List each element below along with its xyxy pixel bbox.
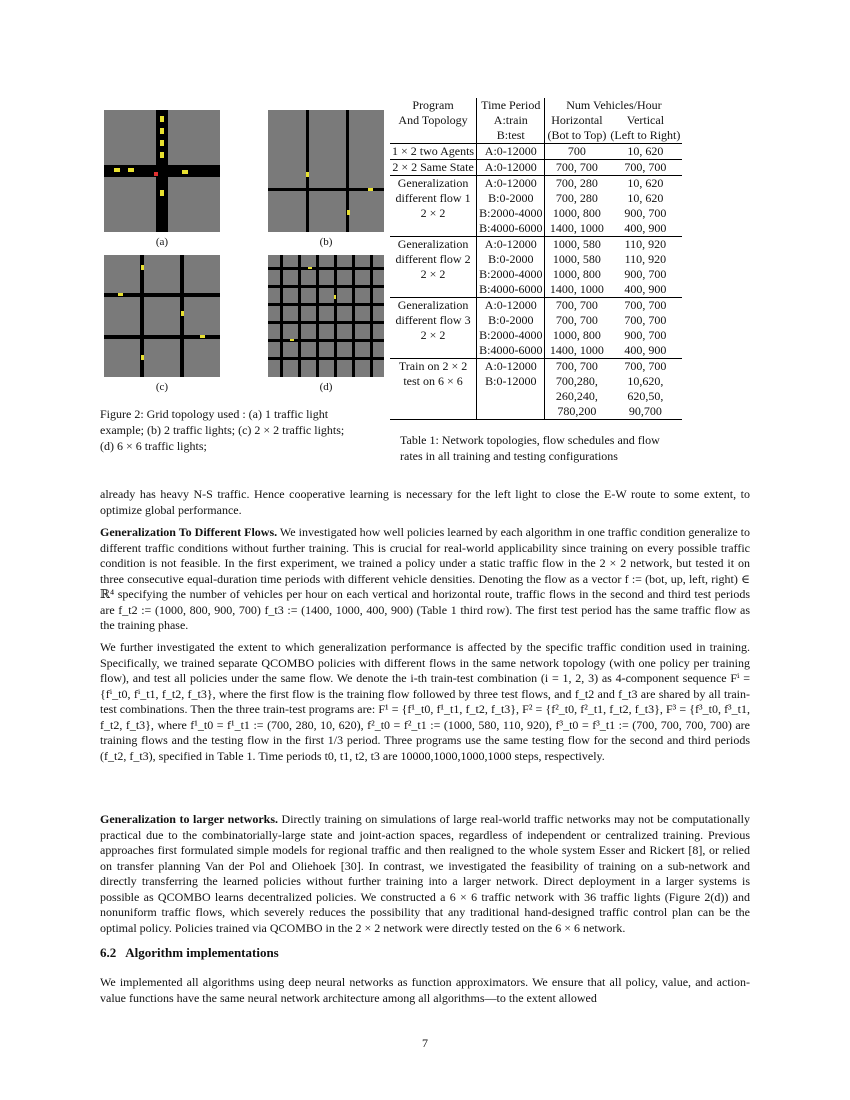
paragraph-text: Directly training on simulations of large real-world traffic networks may not be computationally practical due to the combinatorially-large state and joint-action spaces, regardless of independent or centralized training. Previous approaches first formulated simple models for regional traffic and then realigned to the whole system Esser and Rickert [8], or relied on transfer planning Van der Pol and Oliehoek [30]. In contrast, we investigated the feasibility of training on a sub-network and directly transferring the learned policies without further training into a larger network. Direct deployment in a larger systems is possible as QCOMBO learns decentralized policies. We constructed a 6 × 6 traffic network with 36 traffic lights (Figure 2(d)) and nonuniform traffic flows, which severely reduces the possibility that any traditional hand-designed traffic control plan can be the optimal policy. Policies trained via QCOMBO in the 2 × 2 network were directly tested on the 6 × 6 network. xyxy=(100,812,750,935)
table-cell: Horizontal xyxy=(551,113,603,127)
table-cell: 110, 920 xyxy=(624,252,667,266)
table-cell: B:test xyxy=(477,128,545,144)
table-cell: 2 × 2 xyxy=(390,267,477,282)
table-cell xyxy=(390,389,477,404)
table-cell: 700 xyxy=(545,144,608,160)
table-row xyxy=(390,128,682,144)
table-caption xyxy=(400,432,740,464)
paragraph-heading: Generalization To Different Flows. xyxy=(100,525,278,539)
table-cell: A:0-12000 xyxy=(477,298,545,314)
table-cell: B:0-2000 xyxy=(477,313,545,328)
table-cell: 10,620, xyxy=(627,374,664,388)
table-row xyxy=(390,221,682,237)
table-row xyxy=(390,252,682,267)
page-number: 7 xyxy=(422,1036,428,1050)
table-cell: 1400, 1000 xyxy=(545,221,608,237)
table-cell: 1000, 800 xyxy=(552,206,601,220)
table-cell: 700, 280 xyxy=(555,176,598,190)
table-cell: 10, 620 xyxy=(627,191,664,205)
table-cell: B:4000-6000 xyxy=(477,221,545,237)
table-cell: B:2000-4000 xyxy=(477,328,545,343)
panel-d-6x6-lights xyxy=(268,255,384,377)
table-cell xyxy=(390,128,477,144)
table-cell: 620,50, xyxy=(627,389,664,403)
table-cell: 110, 920 xyxy=(624,237,667,251)
table-cell: A:0-12000 xyxy=(477,359,545,375)
table-caption-line: rates in all training and testing configurations xyxy=(400,449,618,463)
table-cell: 700, 700 xyxy=(624,313,667,327)
table-row xyxy=(390,113,682,128)
table-cell: Generalization xyxy=(390,298,477,314)
paragraph-larger-networks xyxy=(100,812,750,936)
paragraph-text: already has heavy N-S traffic. Hence cooperative learning is necessary for the left light to close the E-W route to some extent, to optimize global performance. xyxy=(100,487,750,517)
table-cell: 900, 700 xyxy=(624,206,667,220)
table-row xyxy=(390,404,682,420)
table-cell: 700, 700 xyxy=(624,298,667,312)
table-cell: 10, 620 xyxy=(608,144,682,160)
table-cell xyxy=(477,389,545,404)
table-cell: 400, 900 xyxy=(608,221,682,237)
table-cell: 10, 620 xyxy=(627,176,664,190)
table-cell: B:2000-4000 xyxy=(477,206,545,221)
paragraph-implementations xyxy=(100,975,750,1006)
paragraph-1 xyxy=(100,487,750,518)
table-cell: different flow 1 xyxy=(390,191,477,206)
table-cell: 700, 700 xyxy=(555,313,598,327)
table-row xyxy=(390,160,682,176)
table-cell: 1 × 2 two Agents xyxy=(390,144,477,160)
table-cell: 900, 700 xyxy=(624,328,667,342)
table-row xyxy=(390,374,682,389)
paragraph-specific-condition xyxy=(100,640,750,764)
table-cell: 260,240, xyxy=(555,389,598,403)
table-cell: 700, 700 xyxy=(545,160,608,176)
table-cell xyxy=(390,282,477,298)
figure-caption-line: Figure 2: Grid topology used : (a) 1 traffic light xyxy=(100,407,329,421)
table-cell: 1400, 1000 xyxy=(545,343,608,359)
table-cell: B:4000-6000 xyxy=(477,282,545,298)
table-cell: And Topology xyxy=(390,113,477,128)
table-cell: 1000, 580 xyxy=(552,237,601,251)
table-cell: A:0-12000 xyxy=(477,237,545,253)
table-row xyxy=(390,191,682,206)
table-1 xyxy=(390,98,682,420)
table-cell: 1400, 1000 xyxy=(545,282,608,298)
table-row xyxy=(390,282,682,298)
table-cell: Vertical xyxy=(626,113,665,127)
table-row xyxy=(390,267,682,282)
table-cell: 90,700 xyxy=(608,404,682,420)
paragraph-text: We implemented all algorithms using deep neural networks as function approximators. We ensure that all policy, value, and action-value functions have the same neural network architecture among all algorithms—to the extent allowed xyxy=(100,975,750,1005)
table-cell: 700, 700 xyxy=(555,359,598,373)
table-cell: Generalization xyxy=(390,176,477,192)
table-cell: 400, 900 xyxy=(608,343,682,359)
table-cell: A:train xyxy=(477,113,545,128)
table-cell: B:2000-4000 xyxy=(477,267,545,282)
table-cell: (Left to Right) xyxy=(610,128,681,142)
table-row xyxy=(390,313,682,328)
table-cell: Num Vehicles/Hour xyxy=(566,98,662,112)
figure-caption-line: example; (b) 2 traffic lights; (c) 2 × 2 traffic lights; xyxy=(100,423,345,437)
paragraph-text: We investigated how well policies learned by each algorithm in one traffic condition generalize to different traffic conditions without further training. This is crucial for real-world applicability since training on every possible traffic condition is not feasible. In the first experiment, we trained a policy under a static traffic flow in the 2 × 2 network, but tested it on three consecutive equal-duration time periods with different vehicle densities. Denoting the flow as a vector f := (bot, up, left, right) ∈ ℝ⁴ specifying the number of vehicles per hour on each vertical and horizontal route, traffic flows in the second and third test periods are f_t2 := (1000, 800, 900, 700) f_t3 := (1400, 1000, 400, 900) (Table 1 third row). The first test period has the same traffic flow as the training phase. xyxy=(100,525,751,632)
table-cell: Time Period xyxy=(477,98,545,113)
panel-c-2x2-lights xyxy=(104,255,220,377)
table-cell: 1000, 580 xyxy=(552,252,601,266)
table-row xyxy=(390,328,682,343)
table-cell: B:0-2000 xyxy=(477,252,545,267)
paragraph-heading: Generalization to larger networks. xyxy=(100,812,278,826)
table-cell: Generalization xyxy=(390,237,477,253)
sublabel-a: (a) xyxy=(155,236,169,248)
sublabel-c: (c) xyxy=(155,381,169,393)
figure-caption-line: (d) 6 × 6 traffic lights; xyxy=(100,439,207,453)
table-cell: 2 × 2 xyxy=(390,328,477,343)
table-cell: 400, 900 xyxy=(608,282,682,298)
table-cell: different flow 2 xyxy=(390,252,477,267)
table-cell: Train on 2 × 2 xyxy=(390,359,477,375)
table-cell: 700, 700 xyxy=(555,298,598,312)
table-cell: 1000, 800 xyxy=(552,328,601,342)
table-cell: A:0-12000 xyxy=(477,176,545,192)
table-row xyxy=(390,389,682,404)
table-row xyxy=(390,144,682,160)
table-cell: test on 6 × 6 xyxy=(390,374,477,389)
table-row xyxy=(390,298,682,314)
table-row xyxy=(390,206,682,221)
table-row xyxy=(390,359,682,375)
table-cell xyxy=(477,404,545,420)
table-cell xyxy=(390,221,477,237)
paragraph-text: We further investigated the extent to which generalization performance is affected by the specific traffic condition used in training. Specifically, we trained separate QCOMBO policies with different flows in the same network topology (with one policy per training flow), and test all policies under the same flow. We denote the i-th train-test combination (i = 1, 2, 3) as 4-component sequence Fⁱ = {fⁱ_t0, fⁱ_t1, f_t2, f_t3}, where the first flow is the training flow followed by three test flows, and f_t2 and f_t3 are shared by all train-test combinations. Then the three train-test programs are: F¹ = {f¹_t0, f¹_t1, f_t2, f_t3}, F² = {f²_t0, f²_t1, f_t2, f_t3}, F³ = {f³_t0, f³_t1, f_t2, f_t3}, where f¹_t0 = f¹_t1 := (700, 280, 10, 620), f²_t0 = f²_t1 := (1000, 580, 110, 920), f³_t0 = f³_t1 := (700, 700, 700, 700) are training flows and the testing flow in the first 1/3 period. Three programs use the same testing flow for the second and third periods (f_t2, f_t3), specified in Table 1. Time periods t0, t1, t2, t3 are 10000,1000,1000,1000 steps, respectively. xyxy=(100,640,750,763)
table-cell: (Bot to Top) xyxy=(545,128,608,144)
table-cell: B:0-2000 xyxy=(477,191,545,206)
table-row xyxy=(390,237,682,253)
table-row xyxy=(390,343,682,359)
panel-b-two-lights xyxy=(268,110,384,232)
table-row xyxy=(390,176,682,192)
table-cell: 2 × 2 xyxy=(390,206,477,221)
sublabel-b: (b) xyxy=(319,236,333,248)
table-cell: 2 × 2 Same State xyxy=(390,160,477,176)
panel-a-one-light xyxy=(104,110,220,232)
table-row xyxy=(390,98,682,113)
table-cell xyxy=(390,343,477,359)
sublabel-d: (d) xyxy=(319,381,333,393)
table-cell: 780,200 xyxy=(545,404,608,420)
table-cell: 1000, 800 xyxy=(552,267,601,281)
section-heading-6-2: 6.2 Algorithm implementations xyxy=(100,945,279,960)
table-cell: 700, 700 xyxy=(608,160,682,176)
table-cell: B:0-12000 xyxy=(477,374,545,389)
table-cell: A:0-12000 xyxy=(477,160,545,176)
table-cell: A:0-12000 xyxy=(477,144,545,160)
table-cell: 900, 700 xyxy=(624,267,667,281)
table-caption-line: Table 1: Network topologies, flow schedules and flow xyxy=(400,433,660,447)
table-cell: 700, 280 xyxy=(555,191,598,205)
table-cell: different flow 3 xyxy=(390,313,477,328)
figure-caption xyxy=(100,406,390,454)
table-cell: Program xyxy=(390,98,477,113)
table-cell xyxy=(390,404,477,420)
table-cell: 700,280, xyxy=(555,374,598,388)
paragraph-generalization-flows xyxy=(100,525,750,634)
table-cell: 700, 700 xyxy=(624,359,667,373)
table-cell: B:4000-6000 xyxy=(477,343,545,359)
